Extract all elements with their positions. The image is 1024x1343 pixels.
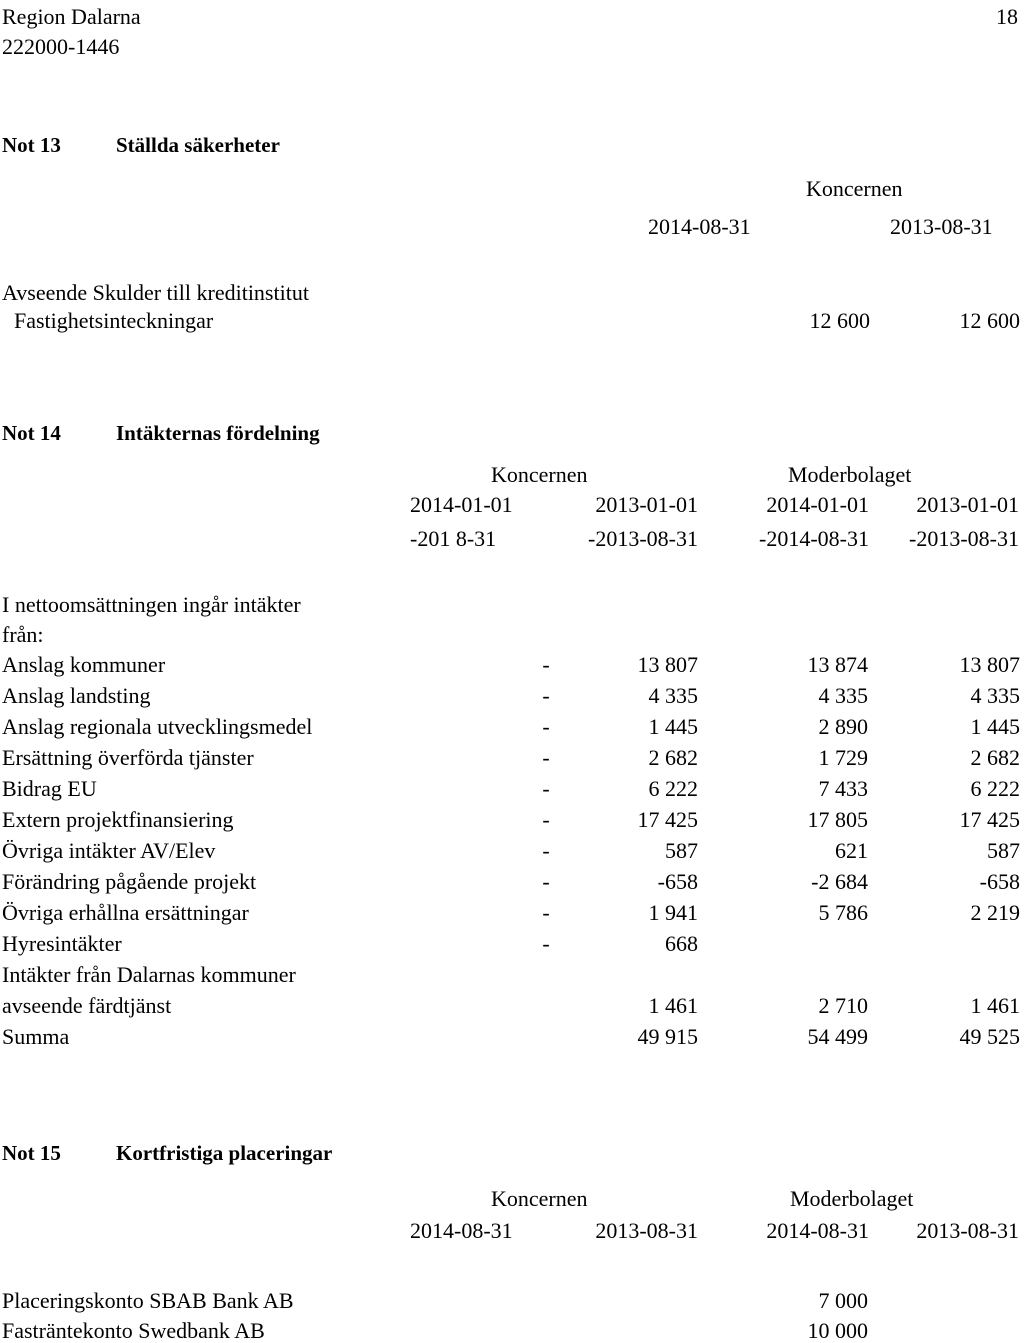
note14-intro-line2: från:: [2, 622, 44, 647]
note14-row-label: Anslag kommuner: [2, 652, 166, 677]
note14-row-c3: 13 874: [807, 652, 868, 677]
note14-group-moderbolaget: Moderbolaget: [788, 462, 912, 487]
note13-row-label: Fastighetsinteckningar: [14, 308, 214, 333]
note13-row-value-2014: 12 600: [809, 308, 870, 333]
note14-fardtjanst-c3: 2 710: [818, 993, 868, 1018]
note14-row-label: Ersättning överförda tjänster: [2, 745, 254, 770]
note14-row-label: Hyresintäkter: [2, 931, 122, 956]
note14-col4-header-line1: 2013-01-01: [916, 492, 1019, 517]
note14-col3-header-line2: -2014-08-31: [759, 526, 869, 551]
org-name: Region Dalarna: [2, 4, 141, 29]
note14-row-c1: -: [542, 807, 550, 832]
note14-row-c2: 13 807: [637, 652, 698, 677]
note14-group-koncernen: Koncernen: [491, 462, 588, 487]
note14-row-c1: -: [542, 776, 550, 801]
note14-sum-c4: 49 525: [959, 1024, 1020, 1049]
note14-row-label: Anslag landsting: [2, 683, 151, 708]
note14-row-label: Anslag regionala utvecklingsmedel: [2, 714, 313, 739]
note13-group-header: Koncernen: [806, 176, 903, 201]
note14-row-label: Övriga erhållna ersättningar: [2, 900, 249, 925]
note14-row-c2: 17 425: [637, 807, 698, 832]
note14-fardtjanst-c4: 1 461: [970, 993, 1020, 1018]
note14-row-label: Förändring pågående projekt: [2, 869, 257, 894]
note15-col2-header: 2013-08-31: [595, 1218, 698, 1243]
note15-number: Not 15: [2, 1141, 61, 1165]
note13-number: Not 13: [2, 133, 61, 157]
note14-row-label: Bidrag EU: [2, 776, 97, 801]
note15-col3-header: 2014-08-31: [766, 1218, 869, 1243]
note14-row-c3: 621: [835, 838, 868, 863]
note14-row-c1: -: [542, 683, 550, 708]
note14-row-c4: 2 682: [970, 745, 1020, 770]
note15-group-moderbolaget: Moderbolaget: [790, 1186, 914, 1211]
note14-row-c3: 4 335: [818, 683, 868, 708]
note14-row-c4: 4 335: [970, 683, 1020, 708]
note14-row-c2: 4 335: [648, 683, 698, 708]
note14-row-c4: 13 807: [959, 652, 1020, 677]
note14-fardtjanst-label-line1: Intäkter från Dalarnas kommuner: [2, 962, 296, 987]
note14-row-c2: 587: [665, 838, 698, 863]
page-number: 18: [996, 4, 1018, 29]
note14-row-c2: 1 941: [648, 900, 698, 925]
note14-sum-label: Summa: [2, 1024, 70, 1049]
note13-title: Ställda säkerheter: [116, 133, 280, 157]
note14-row-c1: -: [542, 931, 550, 956]
note14-row-c1: -: [542, 900, 550, 925]
note14-intro-line1: I nettoomsättningen ingår intäkter: [2, 592, 301, 617]
note14-row-c3: 17 805: [807, 807, 868, 832]
note13-section-label: Avseende Skulder till kreditinstitut: [2, 280, 309, 305]
note14-row-c1: -: [542, 869, 550, 894]
org-number: 222000-1446: [2, 34, 120, 59]
note14-row-c4: -658: [979, 869, 1020, 894]
note14-row-c4: 2 219: [970, 900, 1020, 925]
note14-col3-header-line1: 2014-01-01: [766, 492, 869, 517]
note14-row-c2: 2 682: [648, 745, 698, 770]
note14-row-c4: 1 445: [970, 714, 1020, 739]
note14-row-c1: -: [542, 745, 550, 770]
note14-row-c4: 6 222: [970, 776, 1020, 801]
note14-number: Not 14: [2, 421, 61, 445]
note14-row-c3: 7 433: [818, 776, 868, 801]
note15-col4-header: 2013-08-31: [916, 1218, 1019, 1243]
note15-group-koncernen: Koncernen: [491, 1186, 588, 1211]
note14-col4-header-line2: -2013-08-31: [909, 526, 1019, 551]
note14-fardtjanst-label-line2: avseende färdtjänst: [2, 993, 172, 1018]
note14-sum-c3: 54 499: [807, 1024, 868, 1049]
note13-row-value-2013: 12 600: [959, 308, 1020, 333]
note14-row-c1: -: [542, 714, 550, 739]
note15-title: Kortfristiga placeringar: [116, 1141, 333, 1165]
note15-row-c3: 10 000: [807, 1318, 868, 1343]
note14-row-label: Extern projektfinansiering: [2, 807, 234, 832]
note15-row-label: Fasträntekonto Swedbank AB: [2, 1318, 265, 1343]
note14-col2-header-line1: 2013-01-01: [595, 492, 698, 517]
note14-title: Intäkternas fördelning: [116, 421, 320, 445]
note14-row-c3: 5 786: [818, 900, 868, 925]
note14-row-c1: -: [542, 652, 550, 677]
note14-fardtjanst-c2: 1 461: [648, 993, 698, 1018]
note14-row-c3: -2 684: [811, 869, 868, 894]
note14-sum-c2: 49 915: [637, 1024, 698, 1049]
note15-row-label: Placeringskonto SBAB Bank AB: [2, 1288, 294, 1313]
note14-row-c3: 2 890: [818, 714, 868, 739]
note14-col1-header-line2: -201 8-31: [410, 526, 497, 551]
note14-row-c2: 1 445: [648, 714, 698, 739]
note14-row-c1: -: [542, 838, 550, 863]
note14-row-label: Övriga intäkter AV/Elev: [2, 838, 216, 863]
note14-row-c4: 587: [987, 838, 1020, 863]
note15-col1-header: 2014-08-31: [410, 1218, 513, 1243]
note14-row-c3: 1 729: [818, 745, 868, 770]
note14-row-c2: 668: [665, 931, 698, 956]
note14-col1-header-line1: 2014-01-01: [410, 492, 513, 517]
note14-row-c2: -658: [657, 869, 698, 894]
note14-row-c2: 6 222: [648, 776, 698, 801]
note13-col2-header: 2013-08-31: [890, 214, 993, 239]
note15-row-c3: 7 000: [818, 1288, 868, 1313]
note13-col1-header: 2014-08-31: [648, 214, 751, 239]
note14-row-c4: 17 425: [959, 807, 1020, 832]
note14-col2-header-line2: -2013-08-31: [588, 526, 698, 551]
